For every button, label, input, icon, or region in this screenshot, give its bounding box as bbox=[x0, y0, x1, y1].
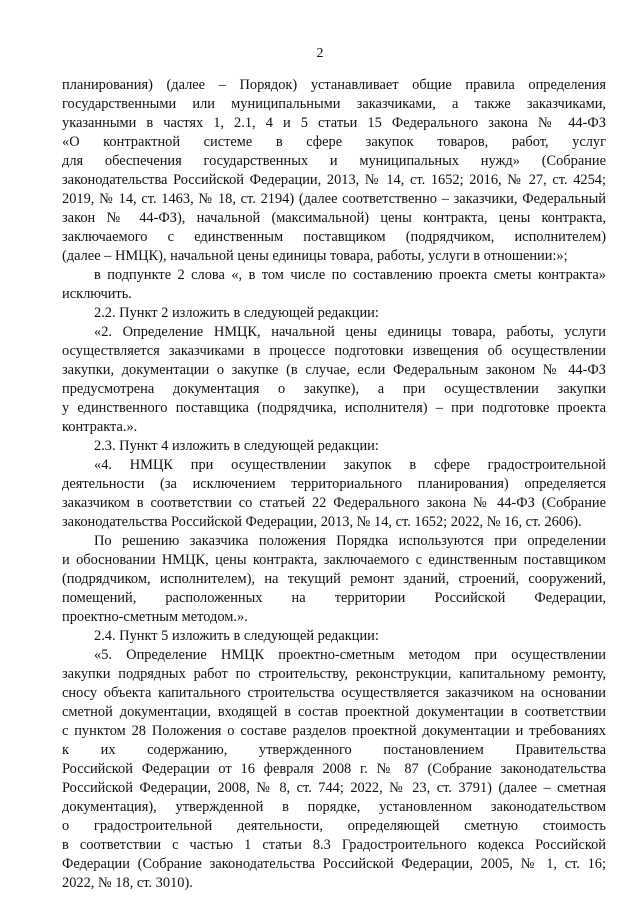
text-line: указанными в частях 1, 2.1, 4 и 5 статьи 15 Федерального закона № 44-ФЗ bbox=[62, 115, 606, 131]
text-line: у единственного поставщика (подрядчика, исполнителя) – при подготовке проекта bbox=[62, 400, 606, 416]
text-line: сносу объекта капитального строительства осуществляется заказчиком на основании bbox=[62, 685, 606, 701]
text-line: контракта.». bbox=[62, 419, 138, 435]
text-line: заключаемого с единственным поставщиком (подрядчиком, исполнителем) bbox=[62, 229, 606, 245]
text-line: о градостроительной деятельности, определяющей сметную стоимость bbox=[62, 818, 606, 834]
text-line: проектно-сметным методом.». bbox=[62, 609, 248, 625]
text-line: в подпункте 2 слова «, в том числе по составлению проекта сметы контракта» bbox=[94, 267, 606, 283]
text-line: документация), утвержденной в порядке, установленном законодательством bbox=[62, 799, 606, 815]
text-line: 2019, № 14, ст. 1463, № 18, ст. 2194) (далее соответственно – заказчики, Федеральный bbox=[62, 191, 606, 207]
text-line: 2.2. Пункт 2 изложить в следующей редакции: bbox=[94, 305, 379, 321]
text-line: помещений, расположенных на территории Российской Федерации, bbox=[62, 590, 606, 606]
text-line: закупки, документации о закупке (в случае, если Федеральным законом № 44-ФЗ bbox=[62, 362, 606, 378]
text-line: закупки подрядных работ по строительству, реконструкции, капитальному ремонту, bbox=[62, 666, 606, 682]
text-line: 2022, № 18, ст. 3010). bbox=[62, 875, 193, 891]
document-body bbox=[62, 76, 606, 893]
text-line: Федерации (Собрание законодательства Российской Федерации, 2005, № 1, ст. 16; bbox=[62, 856, 606, 872]
text-line: деятельности (за исключением территориального планирования) определяется bbox=[62, 476, 606, 492]
text-line: Российской Федерации, 2008, № 8, ст. 744; 2022, № 23, ст. 3791) (далее – сметная bbox=[62, 780, 606, 796]
page-number: 2 bbox=[316, 46, 324, 61]
text-line: законодательства Российской Федерации, 2013, № 14, ст. 1652; 2016, № 27, ст. 4254; bbox=[62, 172, 606, 188]
text-line: и обосновании НМЦК, цены контракта, заключаемого с единственным поставщиком bbox=[62, 552, 606, 568]
text-line: 2.3. Пункт 4 изложить в следующей редакции: bbox=[94, 438, 379, 454]
text-line: 2.4. Пункт 5 изложить в следующей редакции: bbox=[94, 628, 379, 644]
text-line: «2. Определение НМЦК, начальной цены единицы товара, работы, услуги bbox=[94, 324, 606, 340]
text-line: «О контрактной системе в сфере закупок товаров, работ, услуг bbox=[62, 134, 606, 150]
text-line: для обеспечения государственных и муниципальных нужд» (Собрание bbox=[62, 153, 606, 169]
text-line: сметной документации, входящей в состав проектной документации в соответствии bbox=[62, 704, 606, 720]
text-line: (далее – НМЦК), начальной цены единицы товара, работы, услуги в отношении:»; bbox=[62, 248, 568, 264]
text-line: «5. Определение НМЦК проектно-сметным методом при осуществлении bbox=[94, 647, 606, 663]
text-line: государственными или муниципальными заказчиками, а также заказчиками, bbox=[62, 96, 606, 112]
text-line: с пунктом 28 Положения о составе разделов проектной документации и требованиях bbox=[62, 723, 606, 739]
text-line: к их содержанию, утвержденного постановлением Правительства bbox=[62, 742, 606, 758]
text-line: осуществляется заказчиками в процессе подготовки извещения об осуществлении bbox=[62, 343, 606, 359]
text-line: законодательства Российской Федерации, 2013, № 14, ст. 1652; 2022, № 16, ст. 2606). bbox=[62, 514, 582, 530]
text-line: По решению заказчика положения Порядка используются при определении bbox=[94, 533, 606, 549]
text-line: «4. НМЦК при осуществлении закупок в сфере градостроительной bbox=[94, 457, 606, 473]
text-line: предусмотрена документация о закупке), а при осуществлении закупки bbox=[62, 381, 606, 397]
text-line: заказчиком в соответствии со статьей 22 Федерального закона № 44-ФЗ (Собрание bbox=[62, 495, 606, 511]
text-line: Российской Федерации от 16 февраля 2008 г. № 87 (Собрание законодательства bbox=[62, 761, 606, 777]
text-line: исключить. bbox=[62, 286, 132, 302]
text-line: (подрядчиком, исполнителем), на текущий ремонт зданий, строений, сооружений, bbox=[62, 571, 606, 587]
text-line: закон № 44-ФЗ), начальной (максимальной) цены контракта, цены контракта, bbox=[62, 210, 606, 226]
text-line: планирования) (далее – Порядок) устанавливает общие правила определения bbox=[62, 77, 606, 93]
text-line: в соответствии с частью 1 статьи 8.3 Градостроительного кодекса Российской bbox=[62, 837, 606, 853]
